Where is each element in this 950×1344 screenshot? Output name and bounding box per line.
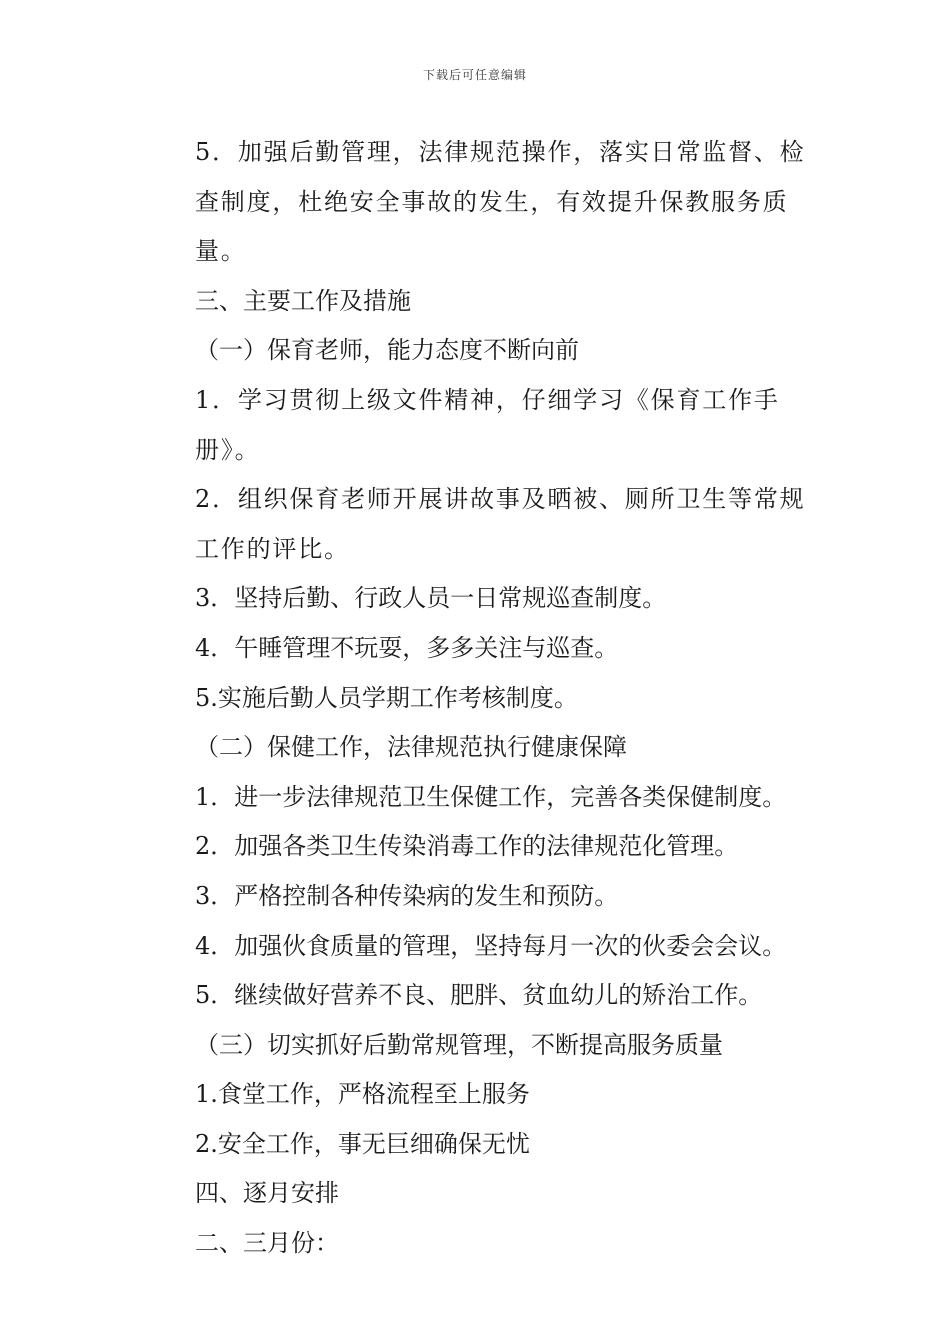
subsection-heading: （二）保健工作，法律规范执行健康保障 [195,733,627,762]
document-body [145,128,810,1269]
paragraph: 4．加强伙食质量的管理，坚持每月一次的伙委会会议。 [195,931,787,960]
paragraph: 5．继续做好营养不良、肥胖、贫血幼儿的矫治工作。 [195,981,763,1010]
paragraph: 二、三月份： [195,1229,339,1258]
paragraph: 1．学习贯彻上级文件精神，仔细学习《保育工作手册》。 [195,385,780,464]
section-heading: 三、主要工作及措施 [195,286,411,315]
paragraph: 3．坚持后勤、行政人员一日常规巡查制度。 [195,584,667,613]
paragraph: 1．进一步法律规范卫生保健工作，完善各类保健制度。 [195,782,787,811]
subsection-heading: （一）保育老师，能力态度不断向前 [195,336,579,365]
subsection-heading: （三）切实抓好后勤常规管理，不断提高服务质量 [195,1030,723,1059]
paragraph: 3．严格控制各种传染病的发生和预防。 [195,881,619,910]
paragraph: 5.实施后勤人员学期工作考核制度。 [195,683,578,712]
paragraph: 4．午睡管理不玩耍，多多关注与巡查。 [195,633,619,662]
paragraph: 2.安全工作，事无巨细确保无忧 [195,1129,530,1158]
paragraph: 1.食堂工作，严格流程至上服务 [195,1080,530,1109]
page-header: 下载后可任意编辑 [422,68,527,82]
paragraph: 2．组织保育老师开展讲故事及晒被、厕所卫生等常规工作的评比。 [195,485,806,563]
paragraph: 5．加强后勤管理，法律规范操作，落实日常监督、检查制度，杜绝安全事故的发生，有效提升保教服务质量。 [195,138,806,266]
paragraph: 2．加强各类卫生传染消毒工作的法律规范化管理。 [195,832,739,861]
section-heading: 四、逐月安排 [195,1179,339,1208]
